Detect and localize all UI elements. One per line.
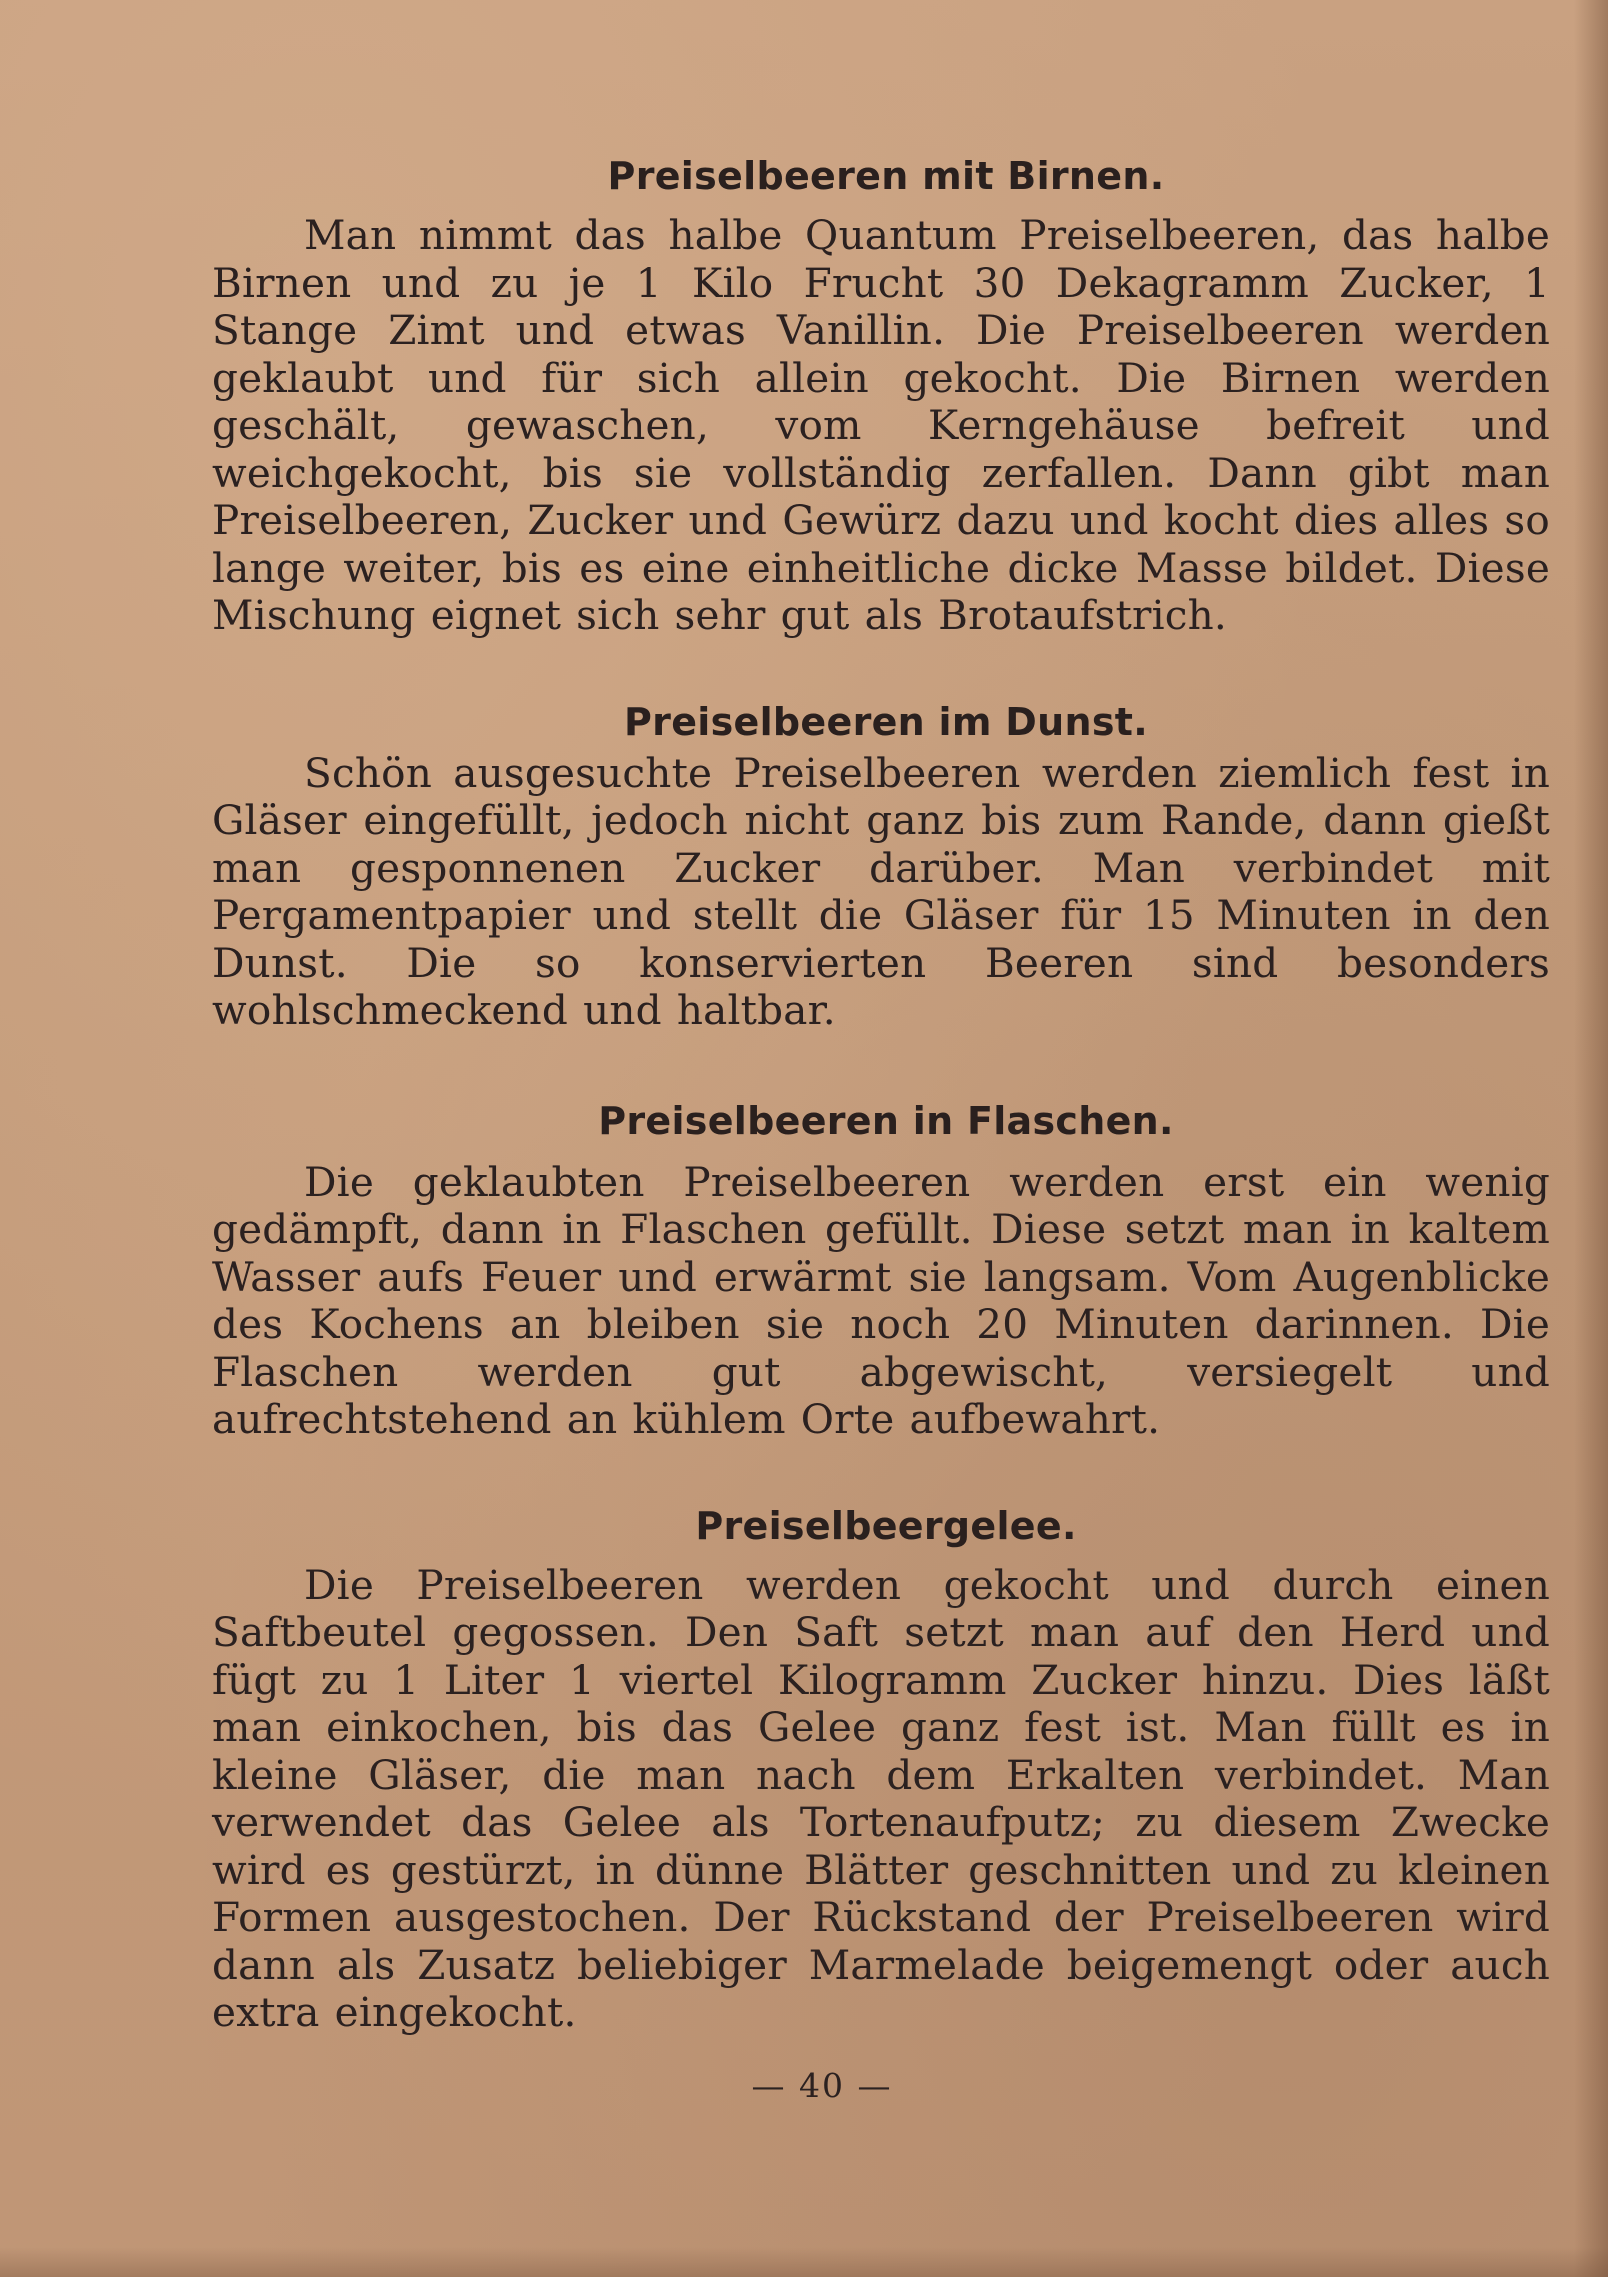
recipe-heading: Preiselbeeren im Dunst. bbox=[624, 699, 1148, 744]
recipe-heading: Preiselbeeren in Flaschen. bbox=[598, 1098, 1174, 1143]
recipe-text: Die geklaubten Preiselbeeren werden erst ein wenig gedämpft, dann in Flaschen gefüllt. Diese setzt man in kaltem Wasser aufs Feuer und erwärmt sie langsam. Vom Augenblicke des Kochens an bleiben sie noch 20 Minuten darinnen. Die Flaschen werden gut abgewischt, versiegelt und aufrechtstehend an kühlem Orte aufbewahrt. bbox=[212, 1157, 1550, 1443]
recipe-text: Man nimmt das halbe Quantum Preiselbeeren, das halbe Birnen und zu je 1 Kilo Frucht 30 Dekagramm Zucker, 1 Stange Zimt und etwas Vanillin. Die Preiselbeeren werden geklaubt und für sich allein gekocht. Die Birnen werden geschält, gewaschen, vom Kerngehäuse befreit und weichgekocht, bis sie vollständig zerfallen. Dann gibt man Preiselbeeren, Zucker und Gewürz dazu und kocht dies alles so lange weiter, bis es eine einheitliche dicke Masse bildet. Diese Mischung eignet sich sehr gut als Brotaufstrich. bbox=[212, 211, 1550, 639]
page-number: — 40 — bbox=[751, 2066, 893, 2105]
recipe-text: Die Preiselbeeren werden gekocht und durch einen Saftbeutel gegossen. Den Saft setzt man auf den Herd und fügt zu 1 Liter 1 viertel Kilogramm Zucker hinzu. Dies läßt man einkochen, bis das Gelee ganz fest ist. Man füllt es in kleine Gläser, die man nach dem Erkalten verbindet. Man verwendet das Gelee als Tortenaufputz; zu diesem Zwecke wird es gestürzt, in dünne Blätter geschnitten und zu kleinen Formen ausgestochen. Der Rückstand der Preiselbeeren wird dann als Zusatz beliebiger Marmelade beigemengt oder auch extra eingekocht. bbox=[212, 1560, 1550, 2036]
recipe-section-birnen bbox=[212, 150, 1550, 640]
page-content bbox=[212, 150, 1550, 2037]
recipe-section-dunst bbox=[212, 696, 1550, 1035]
recipe-heading: Preiselbeergelee. bbox=[695, 1503, 1077, 1548]
recipe-heading: Preiselbeeren mit Birnen. bbox=[607, 154, 1165, 198]
recipe-section-gelee bbox=[212, 1500, 1550, 2037]
recipe-text: Schön ausgesuchte Preiselbeeren werden ziemlich fest in Gläser eingefüllt, jedoch nicht ganz bis zum Rande, dann gießt man gesponnenen Zucker darüber. Man verbindet mit Pergamentpapier und stellt die Gläser für 15 Minuten in den Dunst. Die so konservierten Beeren sind besonders wohlschmeckend und haltbar. bbox=[212, 748, 1550, 1034]
recipe-section-flaschen bbox=[212, 1095, 1550, 1444]
